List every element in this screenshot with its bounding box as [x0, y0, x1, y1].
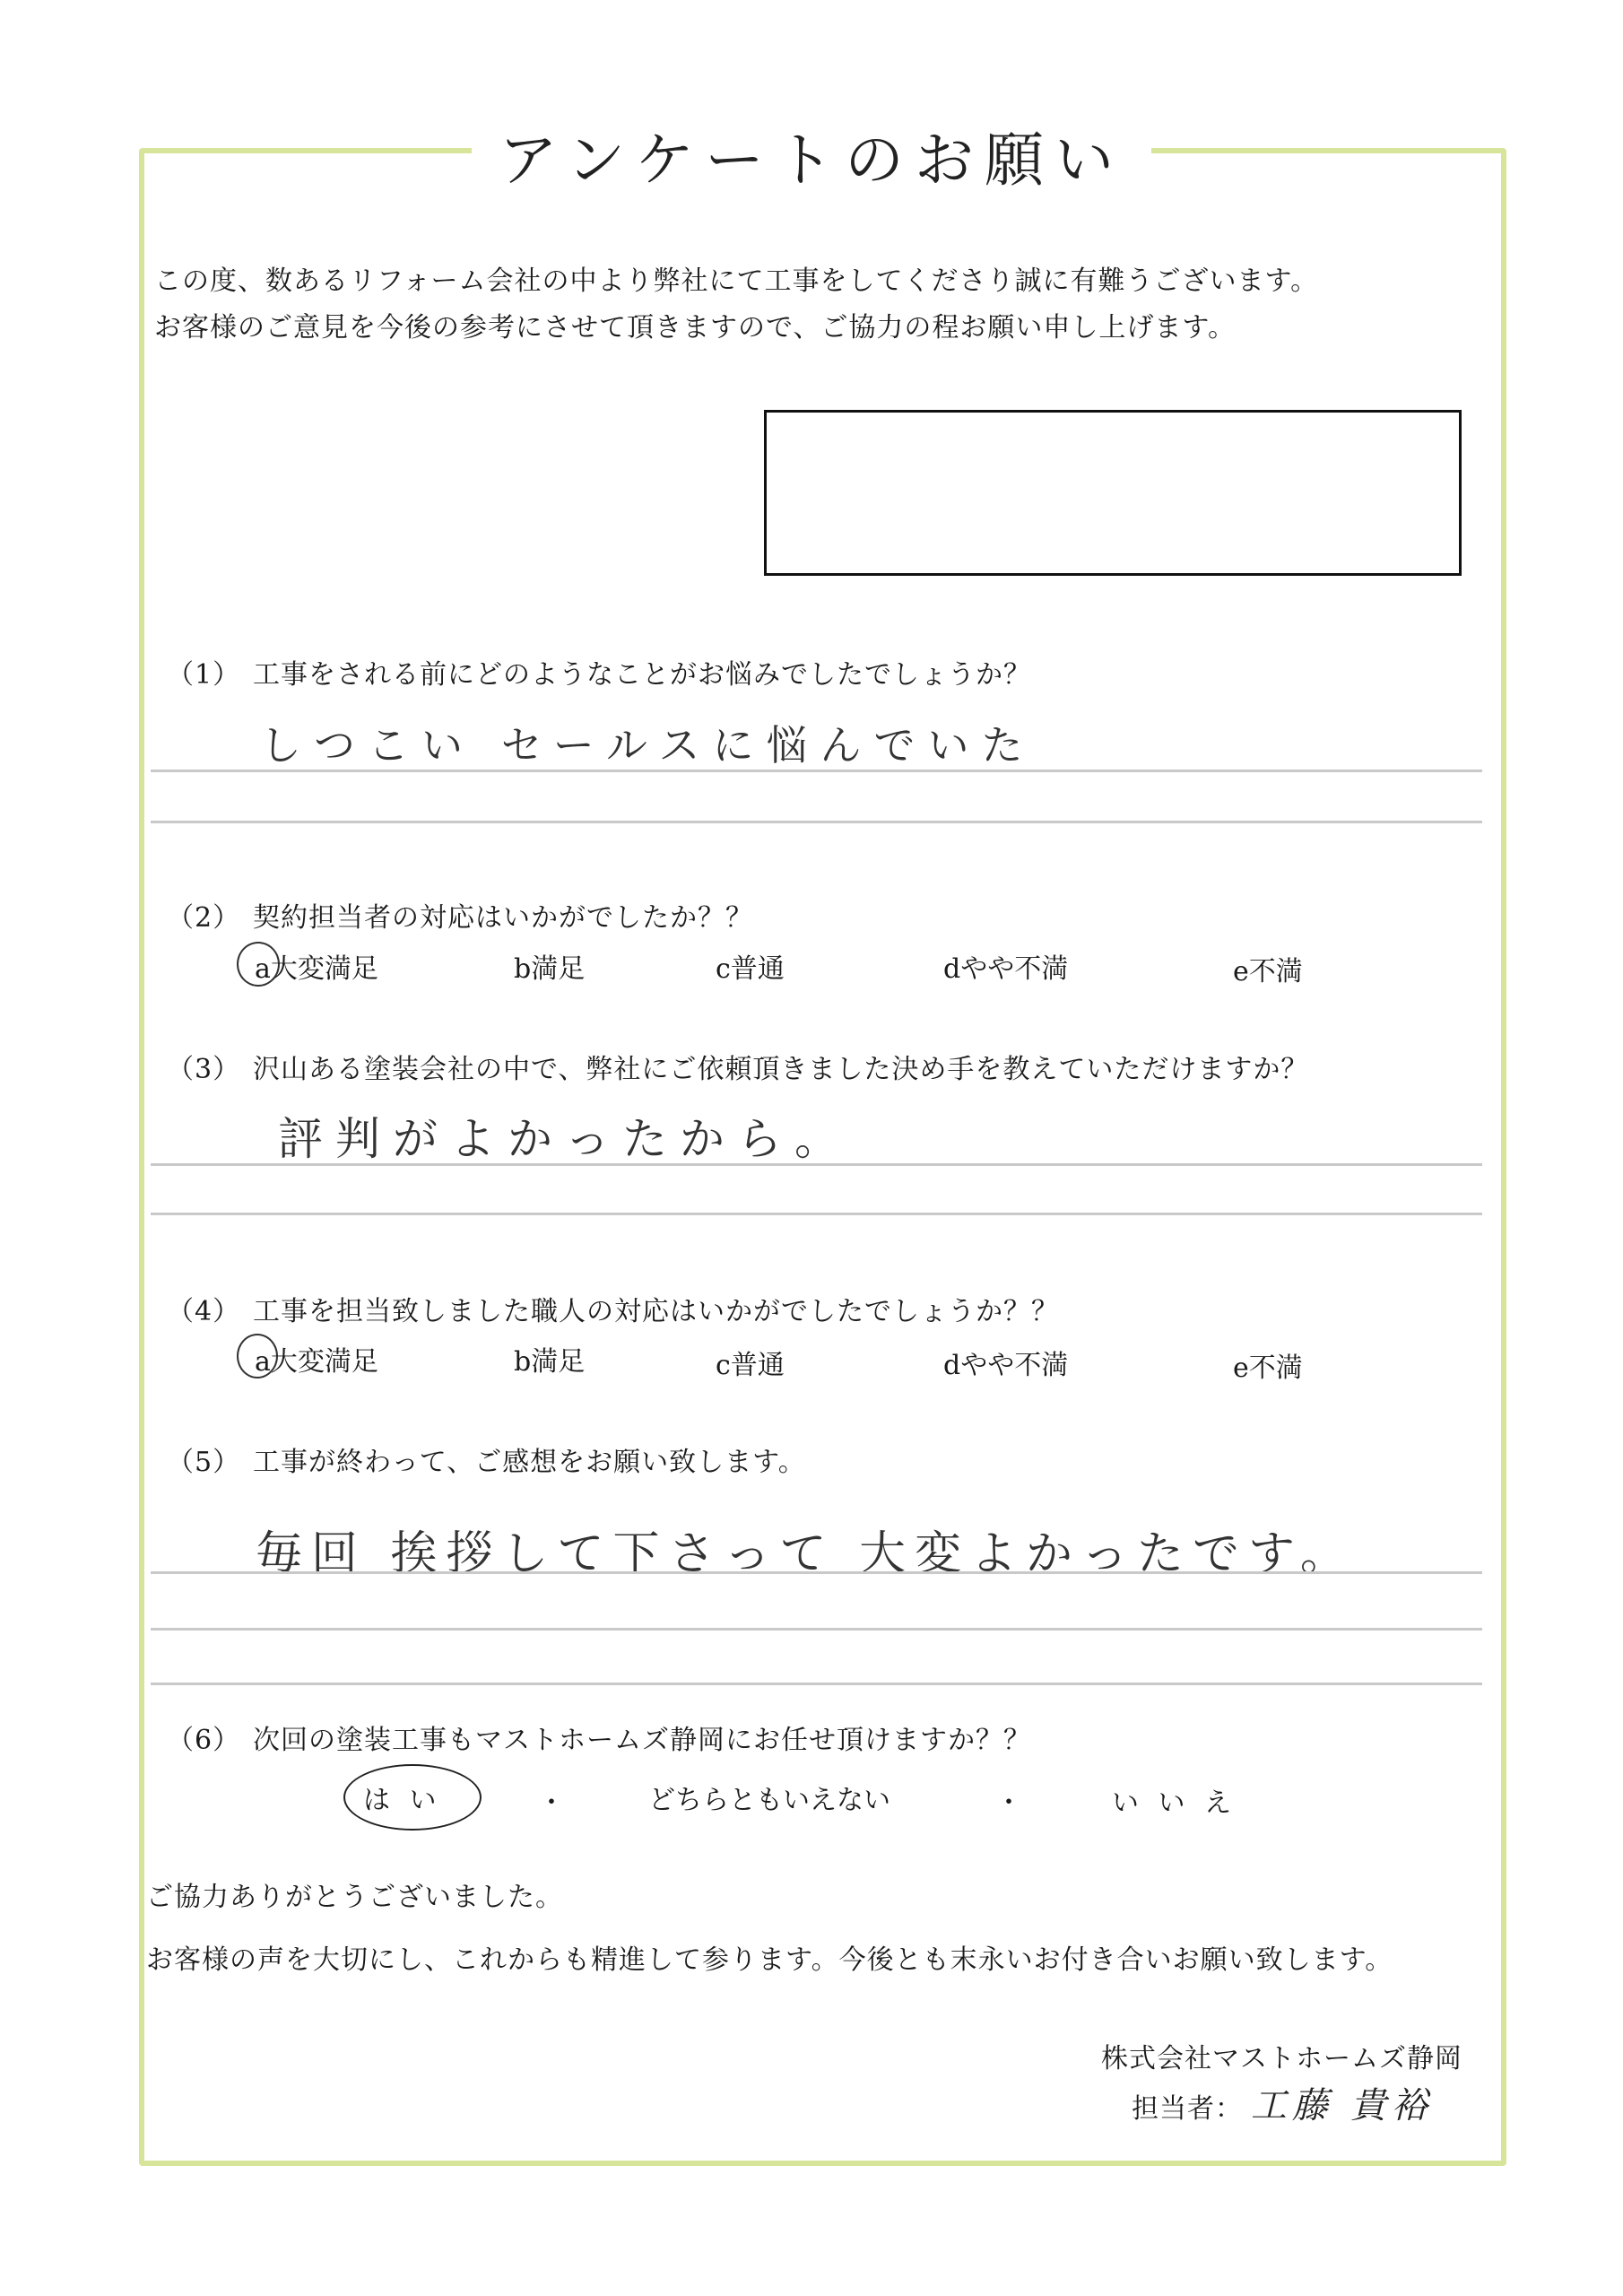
q4-option-a: a大変満足 — [255, 1346, 378, 1378]
customer-name-box — [764, 410, 1462, 576]
q5-answer: 毎回 挨拶して下さって 大変よかったです。 — [256, 1527, 1356, 1581]
q4-text: 工事を担当致しました職人の対応はいかがでしたでしょうか？？ — [253, 1296, 1059, 1327]
answer-line — [151, 770, 1482, 772]
answer-line — [151, 821, 1482, 823]
answer-line — [151, 1628, 1482, 1631]
intro-line-1: この度、数あるリフォーム会社の中より弊社にて工事をしてくださり誠に有難うございます。 — [154, 265, 1319, 297]
q4-number: （4） — [167, 1296, 241, 1327]
q2-option-b: b満足 — [514, 953, 586, 985]
staff-label: 担当者： — [1132, 2093, 1243, 2125]
answer-line — [151, 1213, 1482, 1215]
q2-text: 契約担当者の対応はいかがでしたか？？ — [253, 902, 753, 934]
q6-separator-1: ・ — [538, 1787, 565, 1819]
q4-option-e: e不満 — [1233, 1352, 1303, 1384]
staff-signature: 工藤 貴裕 — [1251, 2085, 1433, 2126]
company-name: 株式会社マストホームズ静岡 — [1101, 2043, 1462, 2074]
q1-text: 工事をされる前にどのようなことがお悩みでしたでしょうか？ — [253, 659, 1031, 691]
q3-number: （3） — [167, 1054, 241, 1085]
closing-line-1: ご協力ありがとうございました。 — [146, 1882, 563, 1913]
q4-option-d: dやや不満 — [943, 1350, 1069, 1381]
q6-option-yes: は い — [363, 1785, 442, 1816]
intro-line-2: お客様のご意見を今後の参考にさせて頂きますので、ご協力の程お願い申し上げます。 — [154, 312, 1236, 344]
q1-number: （1） — [167, 659, 241, 691]
q4-option-c: c普通 — [716, 1350, 785, 1381]
q2-option-a: a大変満足 — [255, 953, 378, 985]
q5-number: （5） — [167, 1447, 241, 1478]
q3-text: 沢山ある塗装会社の中で、弊社にご依頼頂きました決め手を教えていただけますか？ — [253, 1054, 1309, 1085]
q2-number: （2） — [167, 902, 241, 934]
closing-line-2: お客様の声を大切にし、これからも精進して参ります。今後とも末永いお付き合いお願い致します。 — [146, 1944, 1393, 1976]
answer-line — [151, 1163, 1482, 1166]
q2-option-d: dやや不満 — [943, 953, 1069, 985]
q6-text: 次回の塗装工事もマストホームズ静岡にお任せ頂けますか？？ — [253, 1725, 1031, 1756]
form-title-wrap — [0, 112, 1623, 197]
form-title: アンケートのお願い — [472, 126, 1151, 195]
q4-option-b: b満足 — [514, 1346, 586, 1378]
q6-option-no: い い え — [1112, 1787, 1237, 1819]
q1-answer: しつこい セールスに悩んでいた — [260, 721, 1036, 770]
answer-line — [151, 1571, 1482, 1574]
q6-number: （6） — [167, 1725, 241, 1756]
q2-option-c: c普通 — [716, 953, 785, 985]
answer-line — [151, 1683, 1482, 1685]
q2-option-e: e不満 — [1233, 956, 1303, 987]
q3-answer: 評判がよかったから。 — [278, 1113, 852, 1165]
q6-option-neither: どちらともいえない — [648, 1785, 890, 1816]
q6-separator-2: ・ — [995, 1787, 1022, 1819]
q5-text: 工事が終わって、ご感想をお願い致します。 — [253, 1447, 806, 1478]
